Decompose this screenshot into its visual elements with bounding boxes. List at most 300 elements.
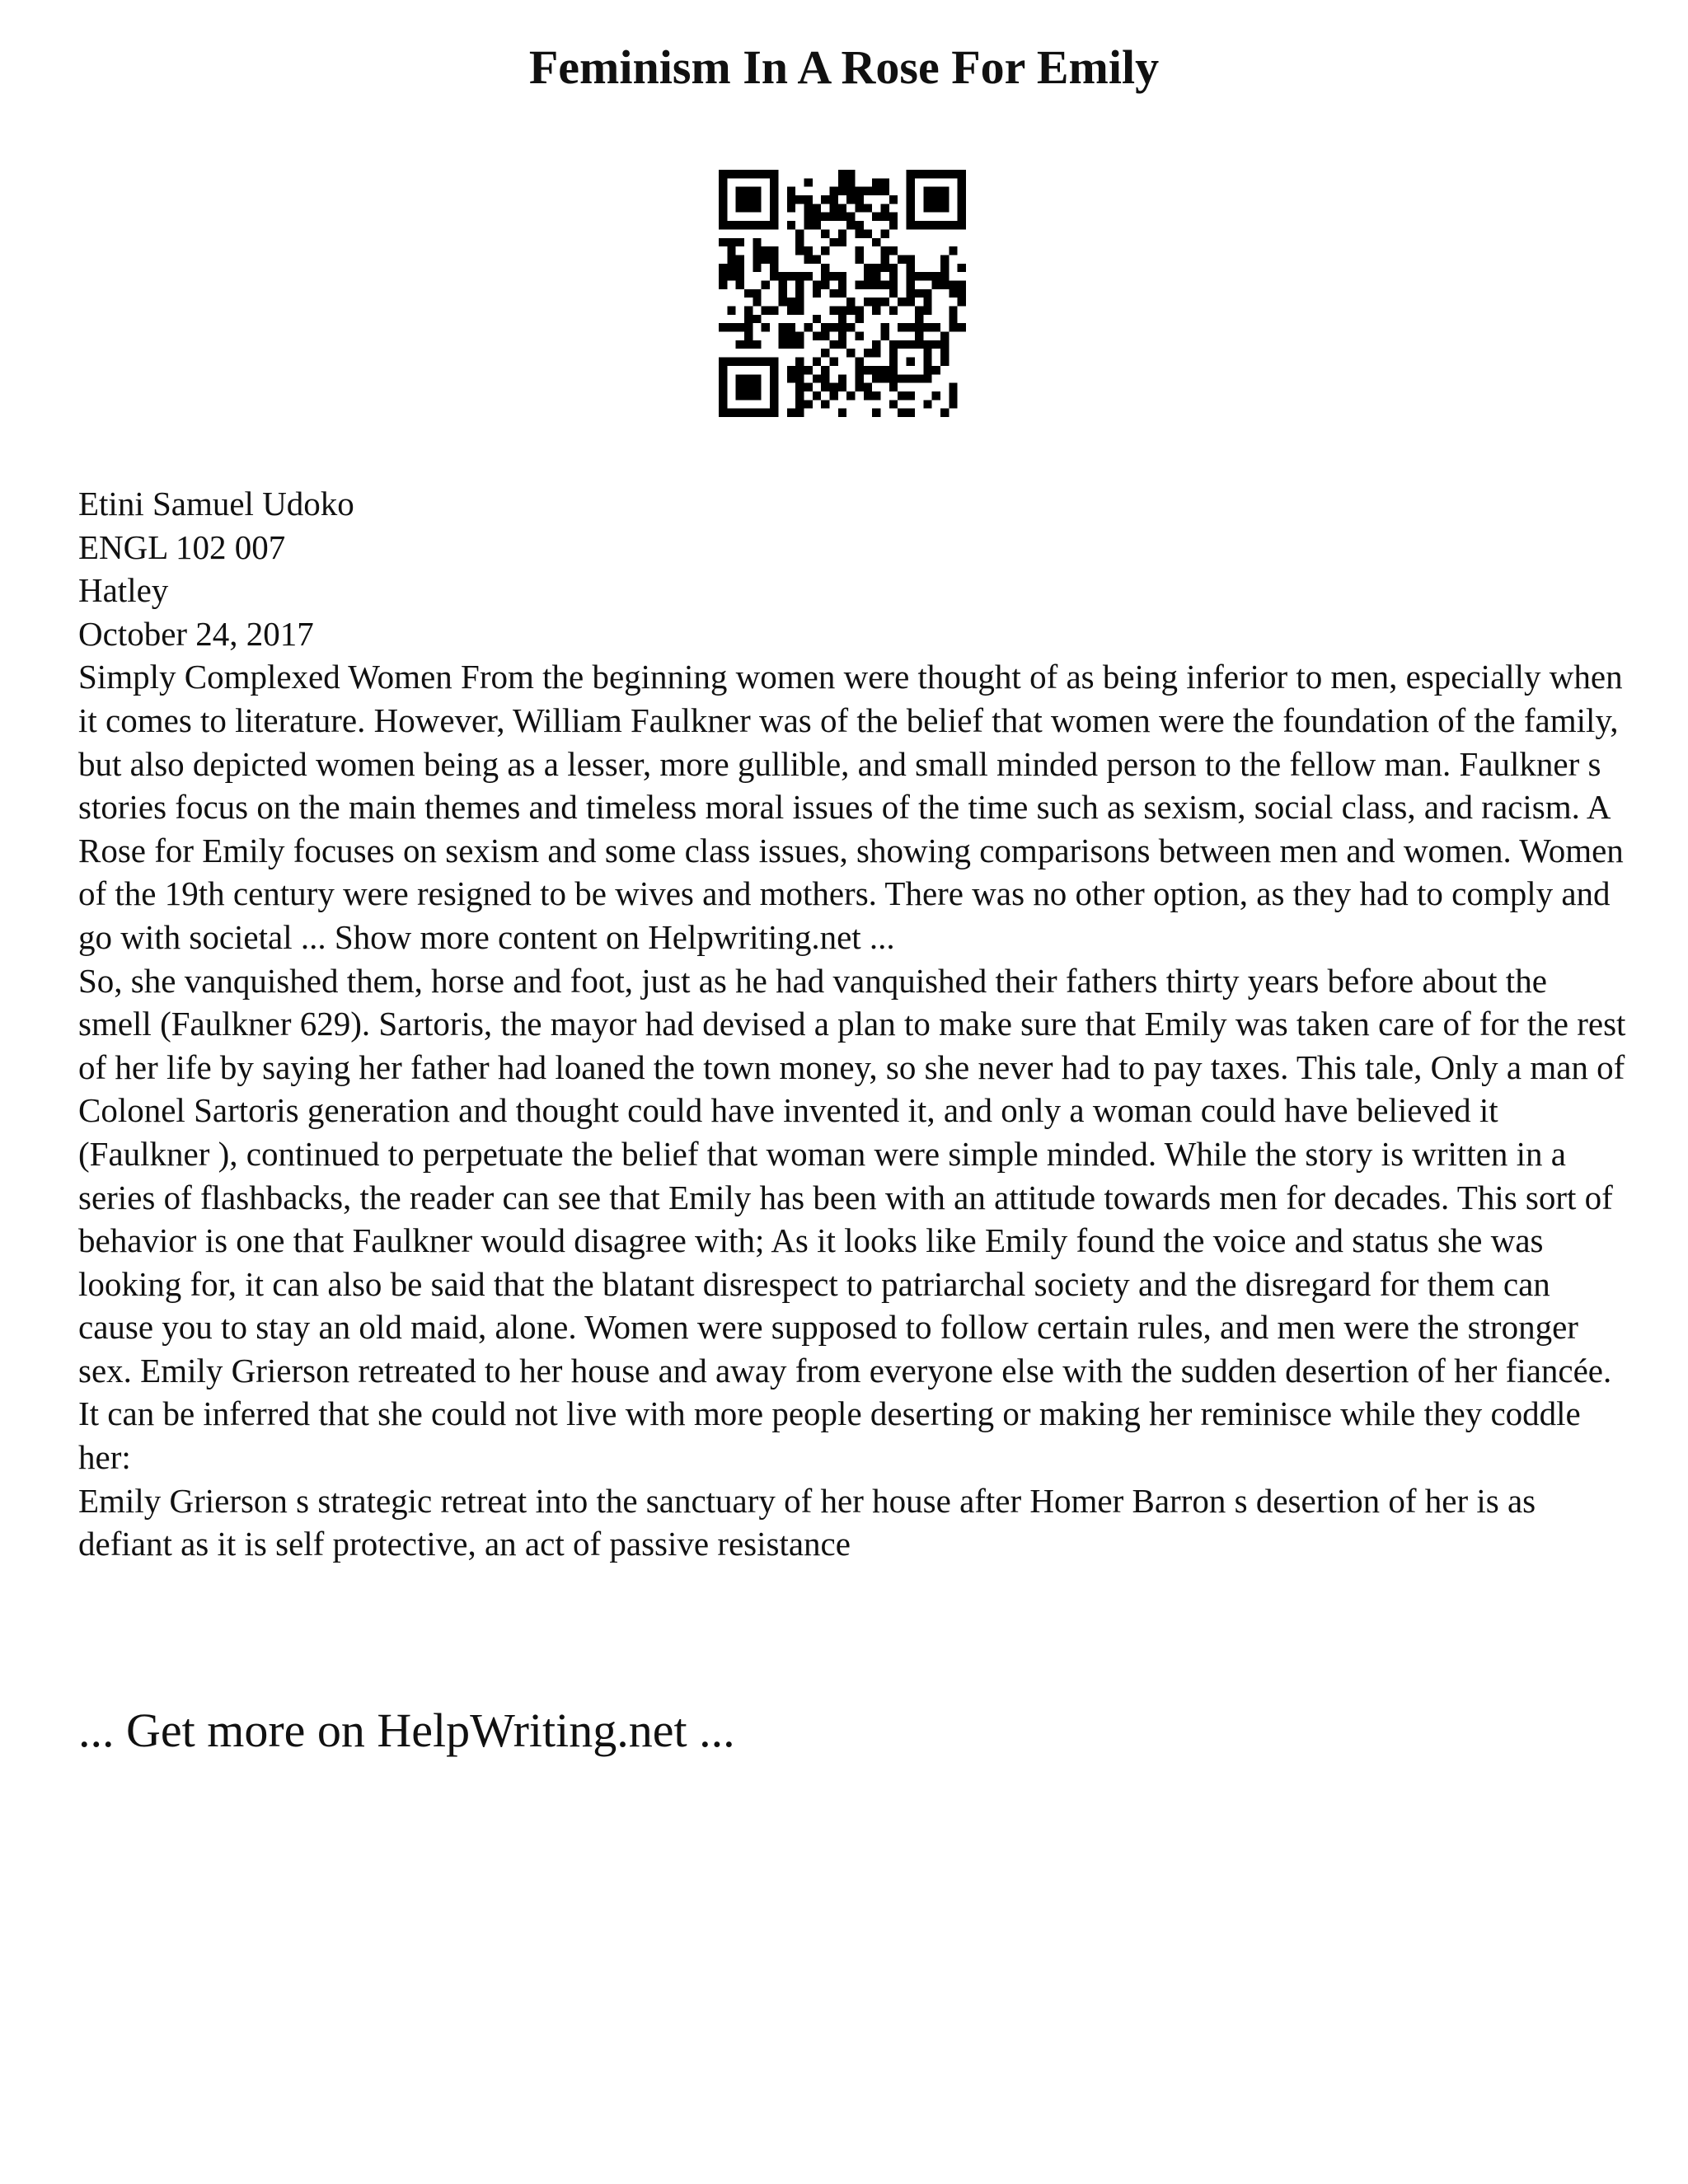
qr-module (753, 358, 761, 366)
qr-module (795, 340, 804, 349)
qr-module (813, 213, 821, 221)
qr-module (915, 221, 923, 229)
qr-module (744, 383, 753, 391)
qr-module (915, 315, 923, 323)
qr-module (736, 409, 744, 417)
qr-module (736, 221, 744, 229)
qr-module (915, 340, 923, 349)
qr-module (770, 374, 778, 382)
qr-module (889, 340, 898, 349)
qr-module (753, 315, 761, 323)
qr-module (846, 187, 855, 195)
qr-module (949, 280, 957, 288)
qr-module (744, 221, 753, 229)
qr-module (770, 272, 778, 280)
qr-module (940, 204, 949, 212)
qr-module (813, 221, 821, 229)
qr-module (958, 170, 966, 178)
qr-module (932, 187, 940, 195)
qr-module (753, 238, 761, 246)
qr-module (846, 307, 855, 315)
qr-module (821, 264, 829, 272)
qr-module (736, 255, 744, 263)
qr-module (795, 409, 804, 417)
qr-module (846, 213, 855, 221)
qr-module (744, 409, 753, 417)
qr-module (778, 289, 786, 298)
qr-module (872, 391, 880, 400)
qr-module (907, 409, 915, 417)
qr-module (923, 221, 931, 229)
qr-module (958, 280, 966, 288)
qr-module (829, 307, 837, 315)
qr-module (898, 374, 906, 382)
qr-module (753, 409, 761, 417)
qr-module (907, 195, 915, 204)
qr-module (829, 213, 837, 221)
qr-module (795, 383, 804, 391)
qr-module (940, 255, 949, 263)
qr-module (770, 178, 778, 186)
qr-module (719, 409, 727, 417)
qr-module (864, 298, 872, 306)
qr-module (719, 213, 727, 221)
qr-module (949, 170, 957, 178)
qr-module (778, 340, 786, 349)
qr-module (744, 340, 753, 349)
qr-module (923, 349, 931, 357)
qr-module (821, 332, 829, 340)
qr-module (744, 289, 753, 298)
qr-module (829, 391, 837, 400)
qr-module (864, 349, 872, 357)
qr-module (872, 178, 880, 186)
qr-module (838, 323, 846, 331)
qr-module (940, 340, 949, 349)
qr-module (804, 213, 812, 221)
qr-module (881, 264, 889, 272)
qr-module (795, 366, 804, 374)
qr-module (923, 366, 931, 374)
qr-module (923, 187, 931, 195)
qr-module (872, 187, 880, 195)
qr-module (795, 298, 804, 306)
qr-module (770, 383, 778, 391)
qr-module (838, 409, 846, 417)
qr-module (846, 298, 855, 306)
qr-module (727, 264, 735, 272)
qr-module (958, 323, 966, 331)
qr-module (719, 323, 727, 331)
qr-module (744, 307, 753, 315)
qr-module (736, 383, 744, 391)
qr-module (856, 280, 864, 288)
qr-module (949, 323, 957, 331)
qr-module (804, 246, 812, 255)
qr-module (778, 332, 786, 340)
qr-module (744, 332, 753, 340)
qr-module (923, 323, 931, 331)
qr-module (719, 195, 727, 204)
qr-module (856, 246, 864, 255)
qr-module (856, 255, 864, 263)
qr-module (787, 298, 795, 306)
qr-module (915, 374, 923, 382)
qr-module (770, 204, 778, 212)
qr-module (813, 204, 821, 212)
qr-module (838, 374, 846, 382)
qr-module (932, 221, 940, 229)
qr-module (829, 383, 837, 391)
qr-module (821, 229, 829, 237)
qr-module (753, 298, 761, 306)
qr-module (838, 332, 846, 340)
qr-module (923, 298, 931, 306)
qr-module (864, 366, 872, 374)
qr-module (856, 221, 864, 229)
qr-module (864, 391, 872, 400)
qr-module (753, 391, 761, 400)
qr-module (923, 307, 931, 315)
qr-module (787, 332, 795, 340)
qr-module (864, 204, 872, 212)
qr-module (829, 272, 837, 280)
qr-module (846, 170, 855, 178)
qr-module (838, 238, 846, 246)
qr-module (949, 246, 957, 255)
qr-module (787, 221, 795, 229)
qr-module (736, 358, 744, 366)
qr-module (872, 374, 880, 382)
qr-module (753, 204, 761, 212)
qr-module (753, 195, 761, 204)
qr-module (949, 221, 957, 229)
qr-module (719, 366, 727, 374)
qr-module (744, 315, 753, 323)
qr-module (940, 264, 949, 272)
qr-module (753, 255, 761, 263)
qr-module (736, 323, 744, 331)
qr-module (915, 272, 923, 280)
qr-module (958, 264, 966, 272)
qr-module (881, 323, 889, 331)
qr-module (958, 213, 966, 221)
qr-module (838, 170, 846, 178)
qr-module (907, 170, 915, 178)
qr-module (787, 187, 795, 195)
qr-module (821, 280, 829, 288)
qr-module (821, 195, 829, 204)
qr-module (949, 315, 957, 323)
qr-module (881, 298, 889, 306)
qr-module (727, 255, 735, 263)
qr-module (856, 195, 864, 204)
qr-module (762, 409, 770, 417)
qr-module (940, 272, 949, 280)
qr-module (940, 221, 949, 229)
qr-module (838, 204, 846, 212)
qr-module (804, 383, 812, 391)
qr-module (719, 280, 727, 288)
date-line: October 24, 2017 (78, 614, 314, 653)
qr-module (907, 391, 915, 400)
qr-module (787, 195, 795, 204)
qr-module (907, 289, 915, 298)
qr-module (813, 391, 821, 400)
qr-module (949, 391, 957, 400)
qr-module (736, 187, 744, 195)
qr-module (795, 246, 804, 255)
qr-module (813, 332, 821, 340)
qr-module (838, 213, 846, 221)
qr-module (770, 170, 778, 178)
qr-module (932, 323, 940, 331)
qr-module (898, 391, 906, 400)
qr-module (770, 187, 778, 195)
qr-module (864, 383, 872, 391)
qr-module (932, 280, 940, 288)
qr-module (872, 409, 880, 417)
qr-module (958, 187, 966, 195)
qr-module (838, 340, 846, 349)
qr-module (787, 323, 795, 331)
qr-module (949, 383, 957, 391)
qr-module (770, 221, 778, 229)
qr-module (829, 204, 837, 212)
qr-module (872, 366, 880, 374)
qr-module (804, 255, 812, 263)
qr-module (915, 289, 923, 298)
qr-module (907, 264, 915, 272)
qr-module (770, 409, 778, 417)
qr-module (838, 383, 846, 391)
qr-code-svg (719, 170, 966, 417)
qr-module (958, 289, 966, 298)
qr-module (932, 272, 940, 280)
qr-module (770, 264, 778, 272)
qr-module (872, 238, 880, 246)
qr-module (753, 170, 761, 178)
course-line: ENGL 102 007 (78, 527, 286, 566)
get-more-link[interactable]: ... Get more on HelpWriting.net ... (78, 1704, 735, 1757)
qr-module (940, 195, 949, 204)
qr-module (762, 323, 770, 331)
qr-module (907, 204, 915, 212)
qr-module (923, 204, 931, 212)
qr-module (762, 280, 770, 288)
qr-module (881, 255, 889, 263)
qr-module (889, 400, 898, 408)
qr-module (898, 409, 906, 417)
qr-module (881, 246, 889, 255)
qr-module (915, 170, 923, 178)
qr-module (727, 323, 735, 331)
qr-module (889, 374, 898, 382)
qr-module (778, 323, 786, 331)
qr-module (907, 374, 915, 382)
qr-module (727, 238, 735, 246)
qr-module (881, 374, 889, 382)
qr-module (872, 298, 880, 306)
qr-module (889, 383, 898, 391)
qr-module (778, 280, 786, 288)
qr-module (932, 195, 940, 204)
qr-module (727, 170, 735, 178)
qr-module (787, 204, 795, 212)
qr-module (872, 264, 880, 272)
qr-module (821, 349, 829, 357)
qr-module (907, 187, 915, 195)
author-line: Etini Samuel Udoko (78, 485, 354, 523)
qr-code-icon (719, 170, 966, 417)
qr-module (958, 178, 966, 186)
qr-module (889, 366, 898, 374)
qr-module (770, 366, 778, 374)
qr-module (736, 340, 744, 349)
qr-module (856, 358, 864, 366)
qr-module (778, 272, 786, 280)
qr-module (821, 323, 829, 331)
qr-module (727, 221, 735, 229)
qr-module (821, 272, 829, 280)
qr-module (813, 358, 821, 366)
qr-module (719, 374, 727, 382)
qr-module (856, 315, 864, 323)
qr-module (940, 349, 949, 357)
qr-module (958, 204, 966, 212)
qr-module (907, 340, 915, 349)
qr-module (813, 374, 821, 382)
qr-module (838, 178, 846, 186)
qr-module (856, 187, 864, 195)
qr-module (881, 178, 889, 186)
qr-module (881, 366, 889, 374)
qr-module (719, 264, 727, 272)
qr-module (795, 358, 804, 366)
qr-module (923, 400, 931, 408)
qr-module (719, 238, 727, 246)
qr-module (923, 272, 931, 280)
qr-module (889, 349, 898, 357)
qr-module (795, 229, 804, 237)
qr-module (898, 298, 906, 306)
qr-module (795, 195, 804, 204)
qr-module (829, 323, 837, 331)
qr-module (736, 195, 744, 204)
qr-module (923, 170, 931, 178)
qr-module (829, 289, 837, 298)
qr-module (770, 255, 778, 263)
qr-module (736, 204, 744, 212)
qr-module (856, 229, 864, 237)
qr-module (872, 340, 880, 349)
qr-module (753, 340, 761, 349)
qr-module (856, 366, 864, 374)
qr-module (829, 187, 837, 195)
qr-module (795, 391, 804, 400)
qr-module (958, 195, 966, 204)
qr-module (719, 272, 727, 280)
qr-module (932, 391, 940, 400)
qr-module (846, 391, 855, 400)
qr-module (872, 307, 880, 315)
qr-module (907, 255, 915, 263)
qr-module (940, 409, 949, 417)
qr-module (907, 298, 915, 306)
qr-module (762, 255, 770, 263)
qr-module (838, 229, 846, 237)
qr-module (915, 307, 923, 315)
qr-module (762, 246, 770, 255)
qr-module (804, 272, 812, 280)
qr-module (923, 289, 931, 298)
qr-module (872, 349, 880, 357)
qr-module (949, 289, 957, 298)
document-title: Feminism In A Rose For Emily (528, 40, 1160, 94)
qr-module (795, 238, 804, 246)
qr-module (889, 272, 898, 280)
qr-module (949, 400, 957, 408)
qr-module (898, 340, 906, 349)
qr-module (736, 272, 744, 280)
qr-module (958, 298, 966, 306)
qr-module (940, 280, 949, 288)
qr-module (719, 383, 727, 391)
qr-module (838, 315, 846, 323)
qr-module (753, 374, 761, 382)
qr-module (813, 255, 821, 263)
qr-module (795, 400, 804, 408)
qr-module (727, 272, 735, 280)
qr-module (907, 323, 915, 331)
paragraph-1: Simply Complexed Women From the beginning women were thought of as being inferior to men, especially when it comes to literature. However, William Faulkner was of the belief that women were the foundation of the family, but also depicted women being as a lesser, more gullible, and small minded person to the fellow man. Faulkner s stories focus on the main themes and timeless moral issues of the time such as sexism, social class, and racism. A Rose for Emily focuses on sexism and some class issues, showing comparisons between men and women. Women of the 19th century were resigned to be wives and mothers. There was no other option, as they had to comply and go with societal ... Show more content on Helpwriting.net ... (78, 658, 1624, 956)
qr-module (795, 374, 804, 382)
qr-module (753, 264, 761, 272)
qr-module (889, 289, 898, 298)
qr-module (846, 221, 855, 229)
qr-module (949, 307, 957, 315)
qr-module (872, 280, 880, 288)
qr-module (727, 409, 735, 417)
qr-module (907, 272, 915, 280)
qr-module (795, 272, 804, 280)
qr-module (846, 195, 855, 204)
qr-module (719, 400, 727, 408)
qr-module (829, 340, 837, 349)
qr-module (940, 358, 949, 366)
qr-module (838, 289, 846, 298)
qr-module (932, 340, 940, 349)
qr-module (787, 340, 795, 349)
qr-module (762, 170, 770, 178)
qr-module (736, 391, 744, 400)
qr-module (770, 195, 778, 204)
qr-module (907, 213, 915, 221)
qr-module (864, 187, 872, 195)
qr-module (932, 204, 940, 212)
qr-module (762, 358, 770, 366)
qr-module (787, 272, 795, 280)
qr-module (795, 307, 804, 315)
qr-module (889, 280, 898, 288)
qr-module (753, 187, 761, 195)
qr-module (770, 391, 778, 400)
qr-module (753, 383, 761, 391)
qr-module (727, 358, 735, 366)
qr-module (753, 221, 761, 229)
qr-module (770, 400, 778, 408)
qr-module (804, 204, 812, 212)
